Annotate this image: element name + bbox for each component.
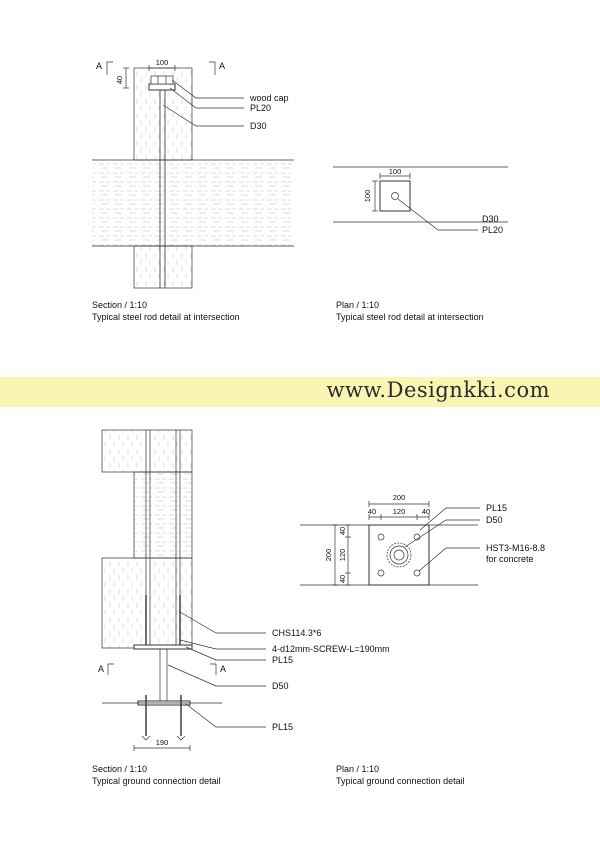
bottom-section-caption-desc: Typical ground connection detail (92, 776, 221, 786)
bottom-plan-dim-width-3: 40 (421, 507, 431, 516)
bottom-plan-dim-total-width: 200 (392, 493, 406, 502)
top-section-caption-title: Section / 1:10 (92, 300, 148, 310)
callout-pl15-bottom: PL15 (272, 722, 294, 732)
watermark-text: www.Designkki.com (326, 378, 550, 402)
callout-plan-hst3: HST3-M16-8.8 (486, 543, 546, 553)
bottom-plan-caption-desc: Typical ground connection detail (336, 776, 465, 786)
bottom-plan-dim-width-2: 120 (392, 507, 406, 516)
bottom-plan-caption-title: Plan / 1:10 (336, 764, 380, 774)
bottom-section-view (102, 430, 266, 751)
bottom-plan-dim-total-height: 200 (324, 548, 333, 562)
bottom-plan-dim-height-3: 40 (338, 574, 347, 584)
top-section-dim-width: 100 (155, 58, 169, 67)
bottom-plan-dim-height-2: 120 (338, 548, 347, 562)
bottom-section-dim-width: 190 (155, 738, 169, 747)
callout-pl15-top: PL15 (272, 655, 294, 665)
callout-plan-pl15: PL15 (486, 503, 508, 513)
callout-plan-d30: D30 (482, 214, 499, 224)
top-plan-caption-desc: Typical steel rod detail at intersection (336, 312, 484, 322)
bottom-plan-dim-width-1: 40 (367, 507, 377, 516)
callout-screw: 4-d12mm-SCREW-L=190mm (272, 644, 390, 654)
top-section-dim-height: 40 (115, 75, 124, 85)
callout-wood-cap: wood cap (250, 93, 289, 103)
callout-chs: CHS114.3*6 (272, 628, 322, 638)
callout-plan-concrete: for concrete (486, 554, 534, 564)
callout-d50: D50 (272, 681, 289, 691)
top-section-marker-right: A (219, 61, 226, 71)
top-plan-dim-height: 100 (363, 189, 372, 203)
bottom-section-caption-title: Section / 1:10 (92, 764, 148, 774)
callout-d30: D30 (250, 121, 267, 131)
top-section-caption-desc: Typical steel rod detail at intersection (92, 312, 240, 322)
top-section-marker-left: A (96, 61, 103, 71)
callout-pl20: PL20 (250, 103, 272, 113)
bottom-section-marker-right: A (220, 664, 227, 674)
bottom-plan-dim-height-1: 40 (338, 526, 347, 536)
top-plan-dim-width: 100 (388, 167, 402, 176)
callout-plan-d50: D50 (486, 515, 503, 525)
bottom-plan-view (300, 501, 480, 585)
bottom-section-marker-left: A (98, 664, 105, 674)
top-plan-caption-title: Plan / 1:10 (336, 300, 380, 310)
callout-plan-pl20: PL20 (482, 225, 504, 235)
